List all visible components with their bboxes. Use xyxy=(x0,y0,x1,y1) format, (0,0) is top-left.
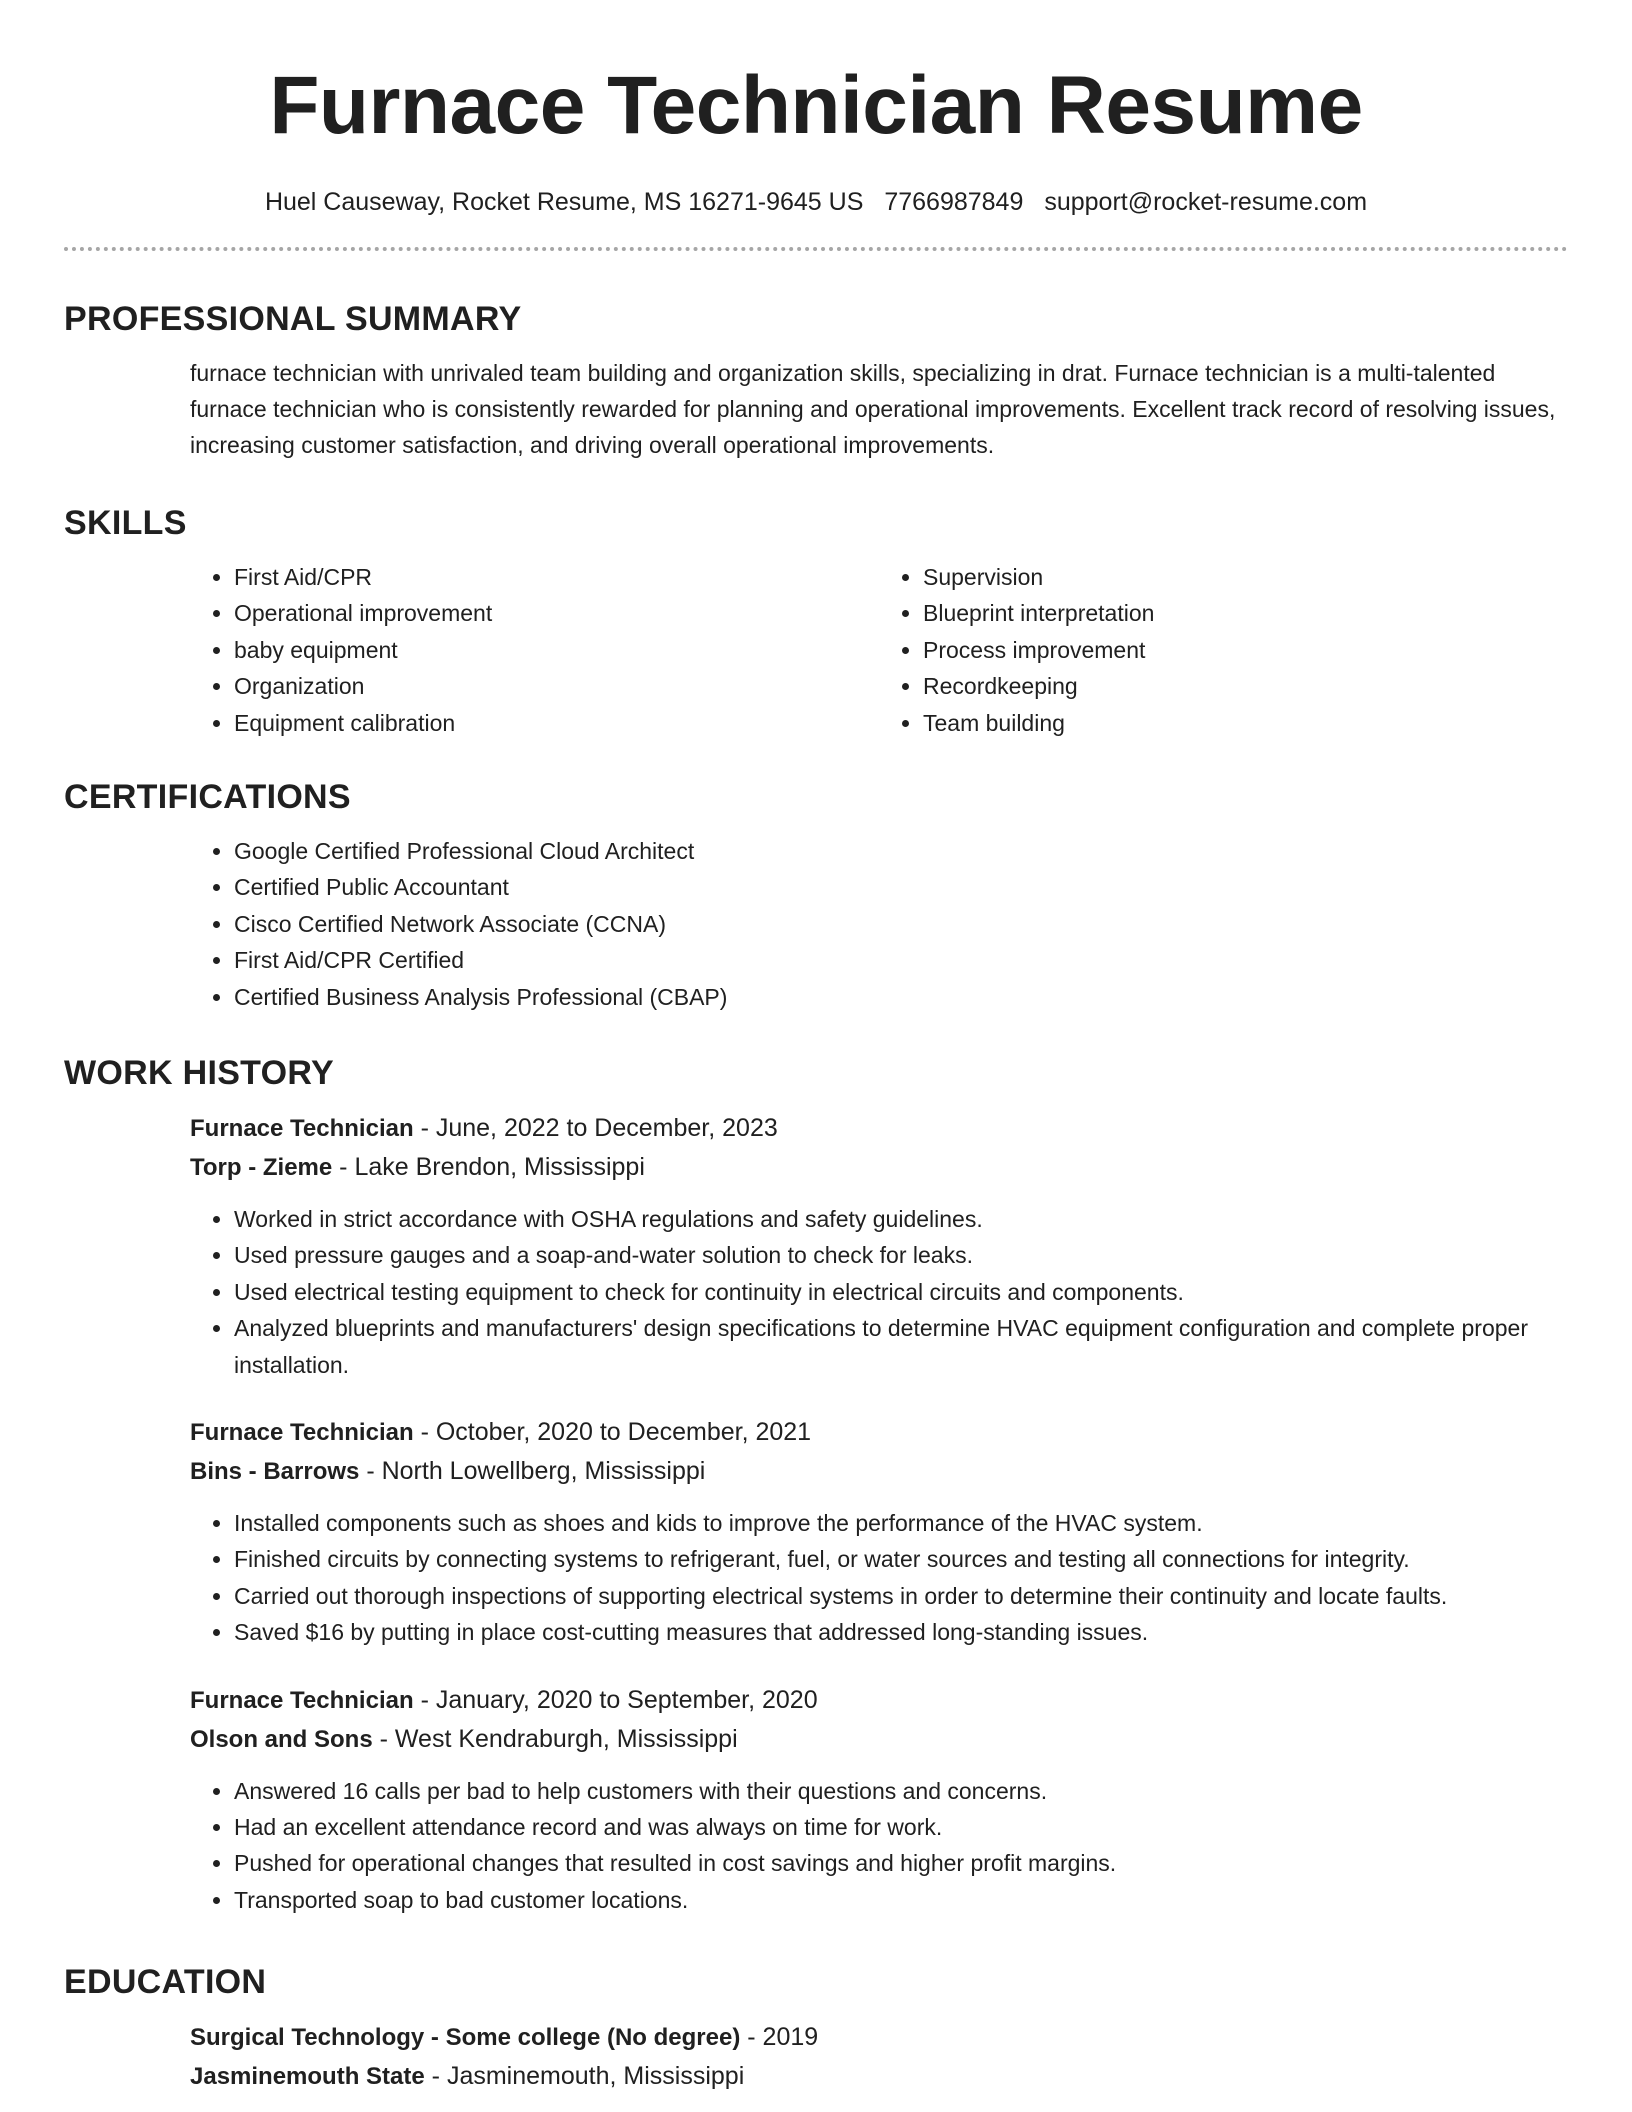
job-title-line xyxy=(190,1681,1568,1720)
certifications-heading: CERTIFICATIONS xyxy=(64,778,351,816)
skill-item: • Team building xyxy=(923,705,1568,741)
job-bullet: • Used electrical testing equipment to check for continuity in electrical circuits and components. xyxy=(234,1274,1568,1310)
job-entry xyxy=(190,1681,1568,1919)
job-company: Bins - Barrows xyxy=(190,1458,360,1486)
certification-item: • Google Certified Professional Cloud Architect xyxy=(234,833,1568,869)
job-bullets xyxy=(190,1773,1568,1919)
summary-heading: PROFESSIONAL SUMMARY xyxy=(64,300,522,338)
skill-item: • Process improvement xyxy=(923,632,1568,668)
education-degree-line xyxy=(190,2018,1568,2057)
job-bullet: • Installed components such as shoes and kids to improve the performance of the HVAC system. xyxy=(234,1505,1568,1541)
resume-page xyxy=(64,0,1568,2090)
education-school: Jasminemouth State xyxy=(190,2063,425,2090)
job-bullet: • Worked in strict accordance with OSHA regulations and safety guidelines. xyxy=(234,1201,1568,1237)
job-company-line xyxy=(190,1148,1568,1187)
education-degree: Surgical Technology - Some college (No degree) xyxy=(190,2024,741,2051)
contact-phone: 7766987849 xyxy=(884,188,1024,216)
education-section xyxy=(64,1962,1568,2096)
job-bullets xyxy=(190,1505,1568,1651)
skills-heading: SKILLS xyxy=(64,504,187,542)
summary-text: furnace technician with unrivaled team building and organization skills, specializing in drat. Furnace technician is a multi-talented furnace technician who is consistently rewarded for planning and operational improvements. Excellent track record of resolving issues, increasing customer satisfaction, and driving overall operational improvements. xyxy=(190,360,1556,458)
job-bullet: • Transported soap to bad customer locations. xyxy=(234,1882,1568,1918)
skill-item: • Blueprint interpretation xyxy=(923,595,1568,631)
job-company: Torp - Zieme xyxy=(190,1154,333,1181)
job-bullet: • Carried out thorough inspections of supporting electrical systems in order to determine their continuity and locate faults. xyxy=(234,1578,1568,1614)
certification-item: • First Aid/CPR Certified xyxy=(234,942,1568,978)
certification-item: • Certified Business Analysis Professional (CBAP) xyxy=(234,979,1568,1015)
resume-title: Furnace Technician Resume xyxy=(269,60,1363,151)
contact-line xyxy=(64,187,1568,217)
certification-item: • Cisco Certified Network Associate (CCNA) xyxy=(234,906,1568,942)
job-bullet: • Saved $16 by putting in place cost-cutting measures that addressed long-standing issues. xyxy=(234,1614,1568,1650)
job-company: Olson and Sons xyxy=(190,1725,373,1753)
education-heading: EDUCATION xyxy=(64,1963,267,2001)
header-divider xyxy=(64,247,1568,251)
education-year: - 2019 xyxy=(740,2023,819,2051)
skill-item: • baby equipment xyxy=(234,632,879,668)
skills-list-left xyxy=(190,559,879,741)
job-title-line xyxy=(190,1413,1568,1452)
job-location: - West Kendraburgh, Mississippi xyxy=(372,1724,738,1753)
skill-item: • Organization xyxy=(234,668,879,704)
certifications-list xyxy=(190,833,1568,1015)
job-entry xyxy=(190,1413,1568,1651)
job-title: Furnace Technician xyxy=(190,1115,414,1142)
job-dates: - June, 2022 to December, 2023 xyxy=(413,1114,778,1142)
job-company-line xyxy=(190,1452,1568,1491)
job-bullet: • Had an excellent attendance record and was always on time for work. xyxy=(234,1809,1568,1845)
job-bullet: • Pushed for operational changes that resulted in cost savings and higher profit margins. xyxy=(234,1845,1568,1881)
job-location: - North Lowellberg, Mississippi xyxy=(359,1457,706,1486)
skill-item: • Equipment calibration xyxy=(234,705,879,741)
job-bullet: • Analyzed blueprints and manufacturers' design specifications to determine HVAC equipment configuration and complete proper installation. xyxy=(234,1310,1568,1383)
job-entry xyxy=(190,1109,1568,1383)
skill-item: • Operational improvement xyxy=(234,595,879,631)
summary-section xyxy=(64,299,1568,463)
skills-list-right xyxy=(879,559,1568,741)
certification-item: • Certified Public Accountant xyxy=(234,869,1568,905)
contact-address: Huel Causeway, Rocket Resume, MS 16271-9645 US xyxy=(264,188,864,216)
job-location: - Lake Brendon, Mississippi xyxy=(332,1153,645,1181)
skill-item: • Recordkeeping xyxy=(923,668,1568,704)
job-bullet: • Finished circuits by connecting systems to refrigerant, fuel, or water sources and testing all connections for integrity. xyxy=(234,1541,1568,1577)
job-bullet: • Used pressure gauges and a soap-and-water solution to check for leaks. xyxy=(234,1237,1568,1273)
job-dates: - January, 2020 to September, 2020 xyxy=(413,1685,818,1714)
work-history-heading: WORK HISTORY xyxy=(64,1054,334,1092)
skills-section xyxy=(64,503,1568,741)
job-dates: - October, 2020 to December, 2021 xyxy=(413,1418,812,1447)
job-title: Furnace Technician xyxy=(190,1419,414,1447)
work-history-section xyxy=(64,1053,1568,1948)
job-title-line xyxy=(190,1109,1568,1148)
skill-item: • Supervision xyxy=(923,559,1568,595)
job-title: Furnace Technician xyxy=(190,1686,414,1714)
skill-item: • First Aid/CPR xyxy=(234,559,879,595)
education-school-line xyxy=(190,2057,1568,2096)
contact-email: support@rocket-resume.com xyxy=(1044,188,1368,216)
education-location: - Jasminemouth, Mississippi xyxy=(424,2062,745,2090)
job-bullet: • Answered 16 calls per bad to help customers with their questions and concerns. xyxy=(234,1773,1568,1809)
job-company-line xyxy=(190,1720,1568,1759)
certifications-section xyxy=(64,777,1568,1015)
job-bullets xyxy=(190,1201,1568,1383)
